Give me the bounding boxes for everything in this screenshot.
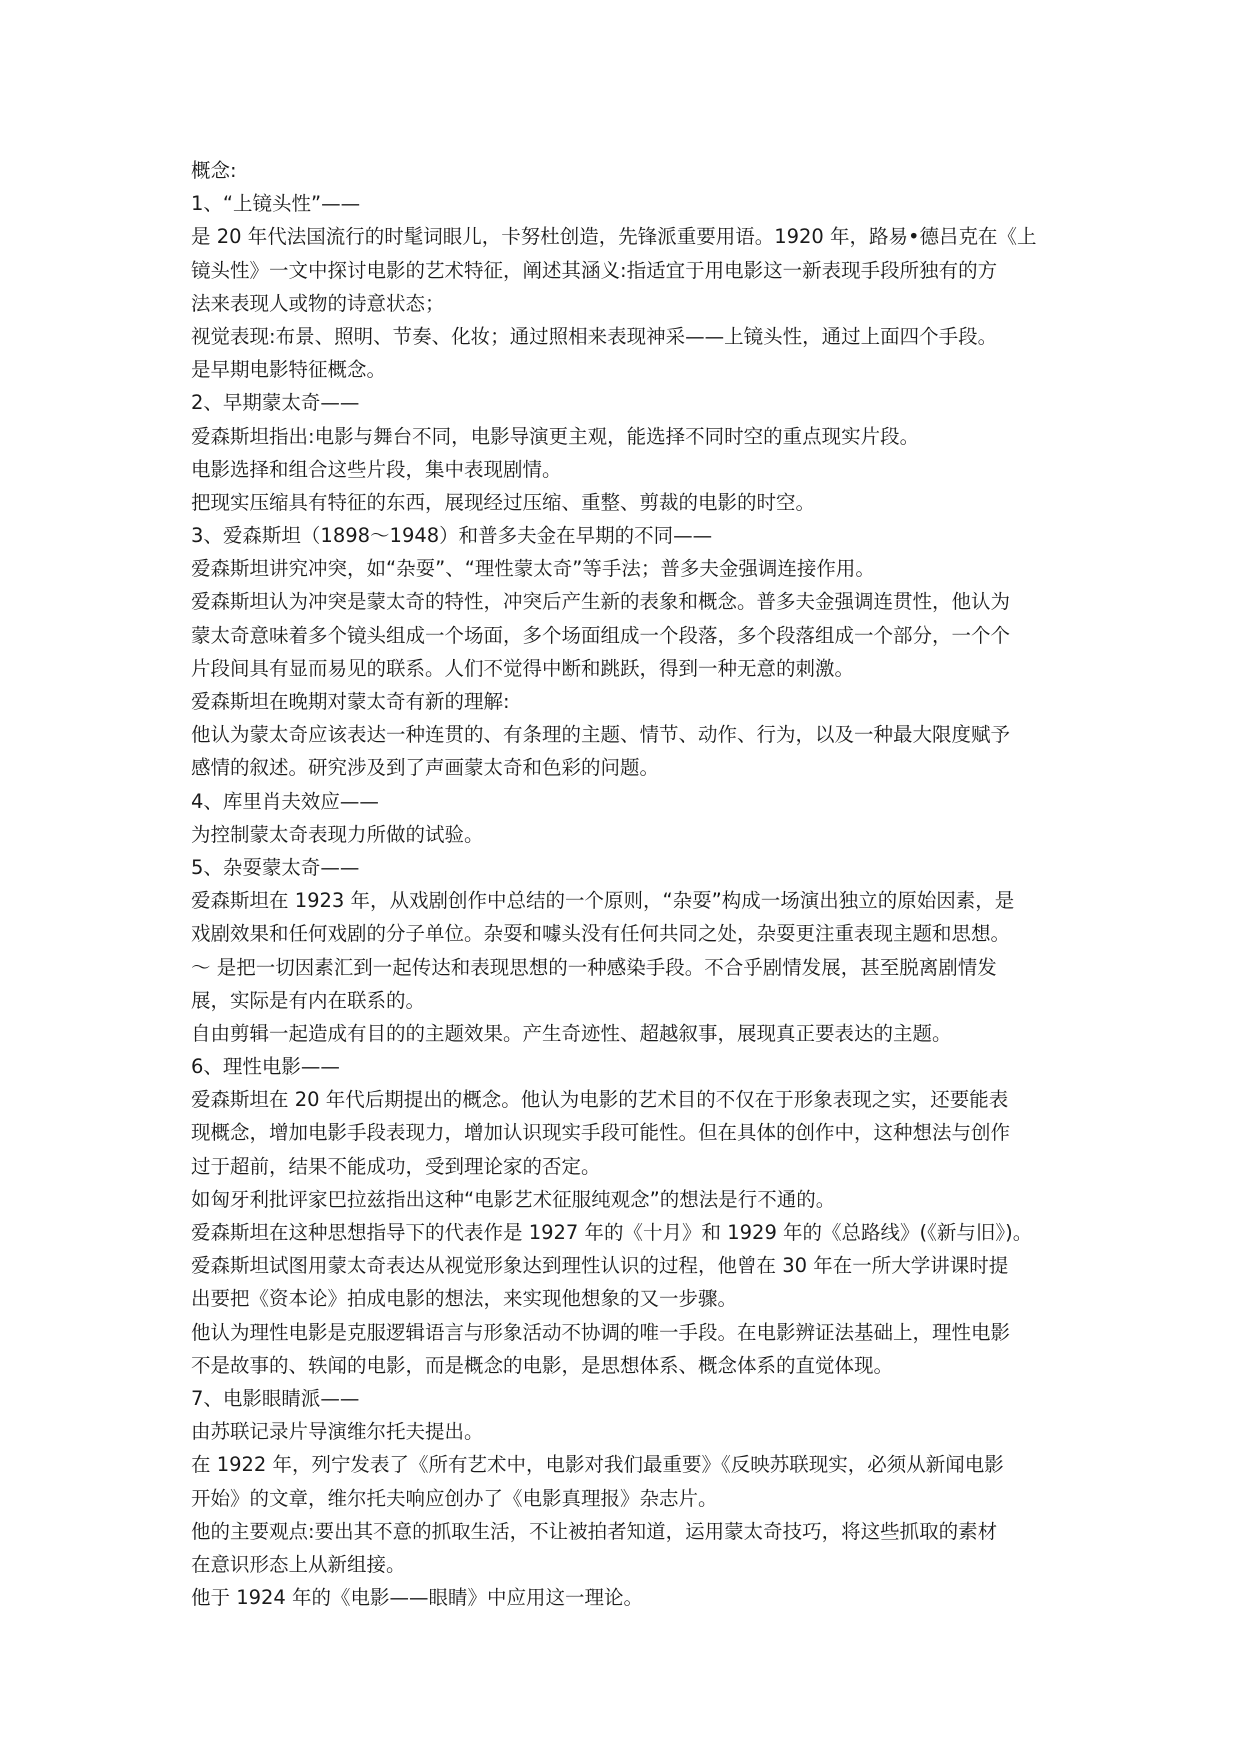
paragraph-line: 蒙太奇意味着多个镜头组成一个场面，多个场面组成一个段落，多个段落组成一个部分，一个个 [191,623,1011,647]
paragraph-line: 是早期电影特征概念。 [191,358,387,382]
paragraph-line: 戏剧效果和任何戏剧的分子单位。杂耍和噱头没有任何共同之处，杂耍更注重表现主题和思想。 [191,922,1011,946]
paragraph-line: 他认为蒙太奇应该表达一种连贯的、有条理的主题、情节、动作、行为，以及一种最大限度赋予 [191,723,1011,747]
paragraph-line: 把现实压缩具有特征的东西，展现经过压缩、重整、剪裁的电影的时空。 [191,490,816,514]
document-body [191,154,1061,1614]
paragraph-line: 感情的叙述。研究涉及到了声画蒙太奇和色彩的问题。 [191,756,660,780]
paragraph-line: 电影选择和组合这些片段，集中表现剧情。 [191,457,562,481]
paragraph-line: 现概念，增加电影手段表现力，增加认识现实手段可能性。但在具体的创作中，这种想法与创作 [191,1121,1011,1145]
paragraph-line: 自由剪辑一起造成有目的的主题效果。产生奇迹性、超越叙事，展现真正要表达的主题。 [191,1021,952,1045]
paragraph-line: 片段间具有显而易见的联系。人们不觉得中断和跳跃，得到一种无意的刺激。 [191,656,855,680]
section-heading-7: 7、电影眼睛派—— [191,1386,360,1410]
paragraph-line: 爱森斯坦指出:电影与舞台不同，电影导演更主观，能选择不同时空的重点现实片段。 [191,424,920,448]
paragraph-line: 爱森斯坦在晚期对蒙太奇有新的理解: [191,690,510,713]
paragraph-line: 开始》的文章，维尔托夫响应创办了《电影真理报》杂志片。 [191,1486,718,1510]
paragraph-line: 爱森斯坦在 20 年代后期提出的概念。他认为电影的艺术目的不仅在于形象表现之实，还要能表 [191,1088,1009,1112]
section-heading-4: 4、库里肖夫效应—— [191,789,379,813]
doc-heading: 概念: [191,159,237,182]
paragraph-line: 过于超前，结果不能成功，受到理论家的否定。 [191,1154,601,1178]
paragraph-line: 在意识形态上从新组接。 [191,1552,406,1576]
paragraph-line: 法来表现人或物的诗意状态； [191,291,445,315]
section-heading-5: 5、杂耍蒙太奇—— [191,855,360,879]
paragraph-line: ～ 是把一切因素汇到一起传达和表现思想的一种感染手段。不合乎剧情发展，甚至脱离剧情发 [191,955,997,979]
paragraph-line: 爱森斯坦在这种思想指导下的代表作是 1927 年的《十月》和 1929 年的《总路线》(《新与旧》)。 [191,1221,1033,1244]
paragraph-line: 爱森斯坦在 1923 年，从戏剧创作中总结的一个原则，“杂耍”构成一场演出独立的原始因素，是 [191,889,1015,913]
paragraph-line: 不是故事的、轶闻的电影，而是概念的电影，是思想体系、概念体系的直觉体现。 [191,1353,894,1377]
paragraph-line: 为控制蒙太奇表现力所做的试验。 [191,822,484,846]
paragraph-line: 是 20 年代法国流行的时髦词眼儿，卡努杜创造，先锋派重要用语。1920 年，路易•德吕克在《上 [191,225,1037,249]
paragraph-line: 爱森斯坦认为冲突是蒙太奇的特性，冲突后产生新的表象和概念。普多夫金强调连贯性，他认为 [191,590,1011,614]
paragraph-line: 展，实际是有内在联系的。 [191,988,426,1012]
paragraph-line: 他的主要观点:要出其不意的抓取生活，不让被拍者知道，运用蒙太奇技巧，将这些抓取的素材 [191,1519,998,1543]
paragraph-line: 爱森斯坦讲究冲突，如“杂耍”、“理性蒙太奇”等手法；普多夫金强调连接作用。 [191,557,875,581]
paragraph-line: 镜头性》一文中探讨电影的艺术特征，阐述其涵义:指适宜于用电影这一新表现手段所独有的方 [191,258,998,282]
section-heading-6: 6、理性电影—— [191,1055,340,1079]
paragraph-line: 在 1922 年，列宁发表了《所有艺术中，电影对我们最重要》《反映苏联现实，必须从新闻电影 [191,1453,1004,1477]
paragraph-line: 他于 1924 年的《电影——眼睛》中应用这一理论。 [191,1586,644,1610]
section-heading-1: 1、“上镜头性”—— [191,192,361,216]
paragraph-line: 如匈牙利批评家巴拉兹指出这种“电影艺术征服纯观念”的想法是行不通的。 [191,1187,836,1211]
section-heading-2: 2、早期蒙太奇—— [191,391,360,415]
paragraph-line: 出要把《资本论》拍成电影的想法，来实现他想象的又一步骤。 [191,1287,738,1311]
section-heading-3: 3、爱森斯坦（1898～1948）和普多夫金在早期的不同—— [191,524,713,548]
paragraph-line: 视觉表现:布景、照明、节奏、化妆；通过照相来表现神采——上镜头性，通过上面四个手段。 [191,324,998,348]
paragraph-line: 由苏联记录片导演维尔托夫提出。 [191,1420,484,1444]
paragraph-line: 爱森斯坦试图用蒙太奇表达从视觉形象达到理性认识的过程，他曾在 30 年在一所大学讲课时提 [191,1254,1009,1278]
paragraph-line: 他认为理性电影是克服逻辑语言与形象活动不协调的唯一手段。在电影辨证法基础上，理性电影 [191,1320,1011,1344]
